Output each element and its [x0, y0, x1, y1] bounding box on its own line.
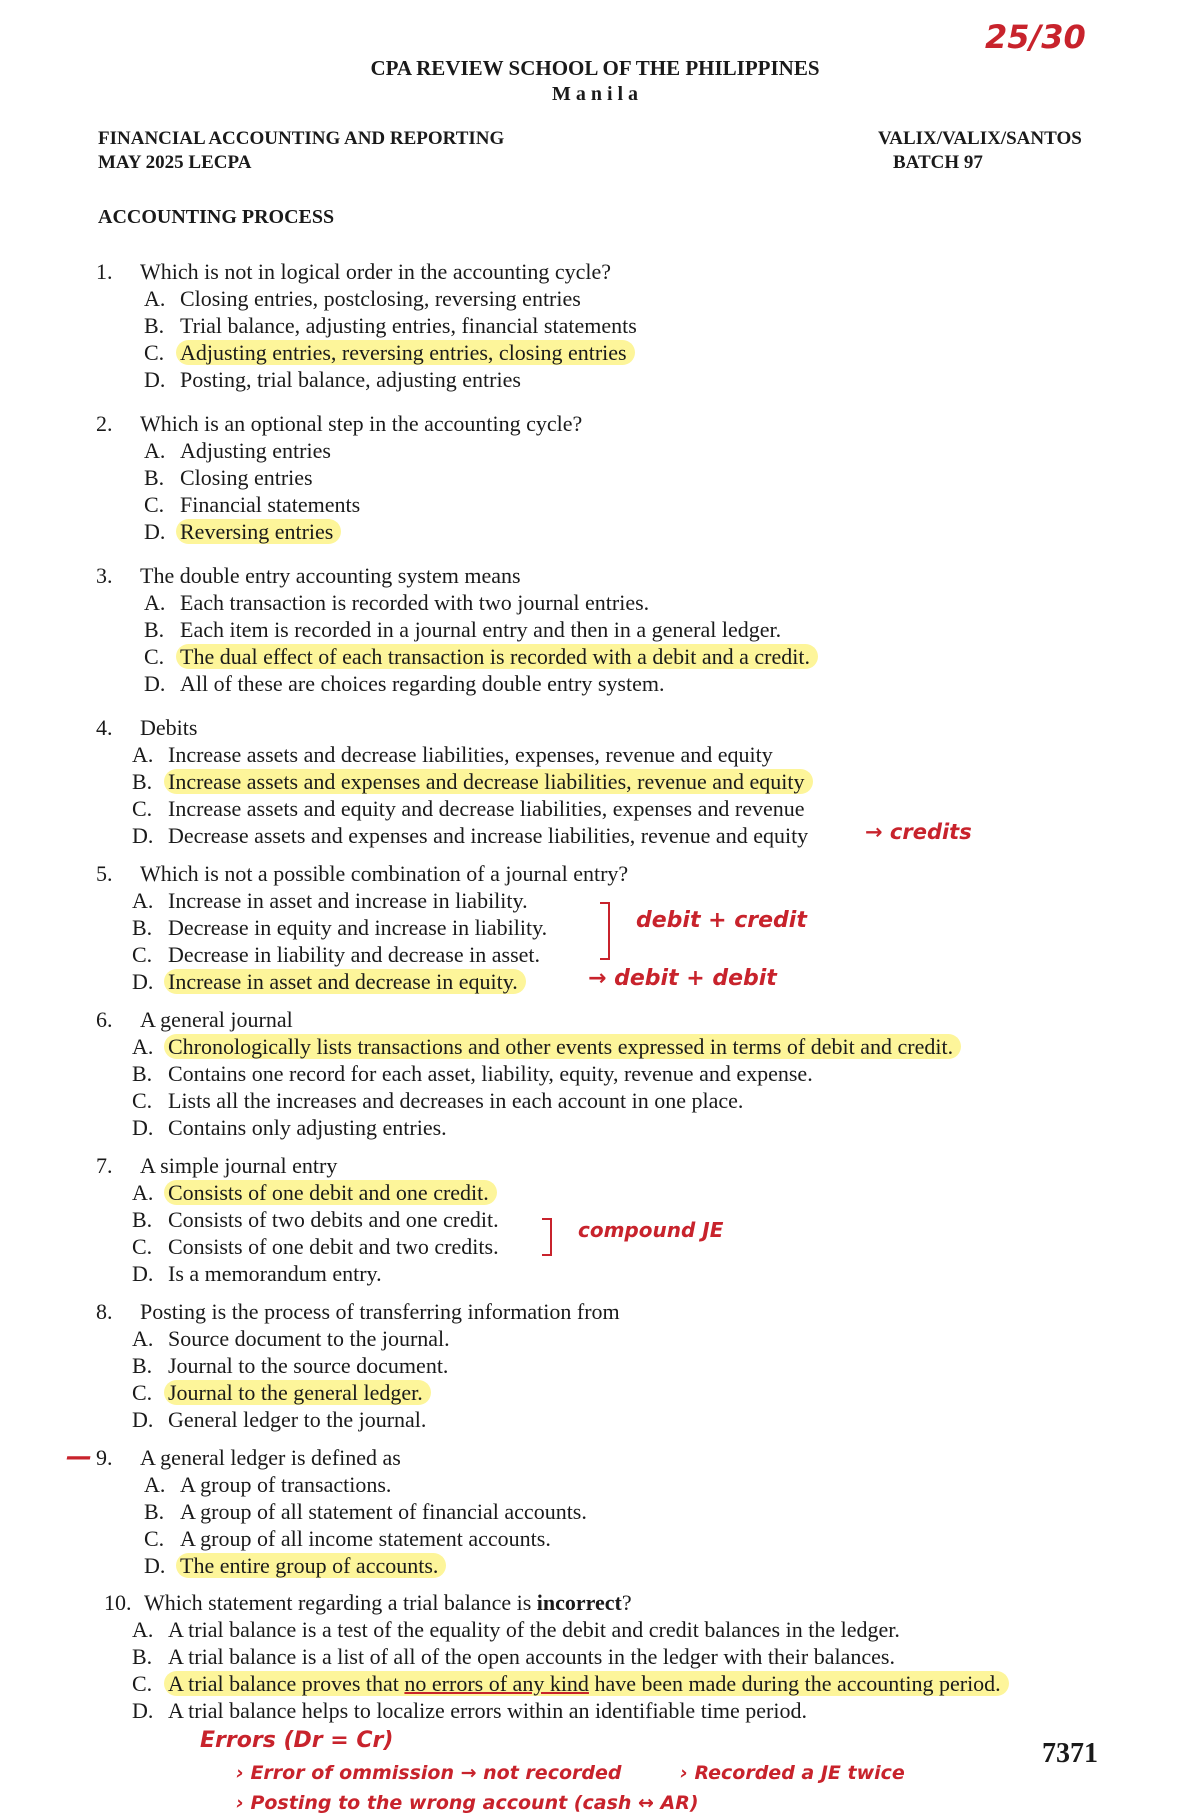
option-1c[interactable]: C. Adjusting entries, reversing entries, closing entries [96, 339, 637, 366]
topic-heading: ACCOUNTING PROCESS [98, 206, 335, 228]
highlighted-answer: Journal to the general ledger. [164, 1380, 431, 1405]
highlighted-answer: Reversing entries [176, 519, 341, 544]
highlighted-answer: Adjusting entries, reversing entries, closing entries [176, 340, 635, 365]
score-annotation: 25/30 [985, 18, 1086, 56]
bracket-mark [600, 902, 610, 960]
note-debit-credit: debit + credit [636, 908, 807, 933]
note-compound-je: compound JE [578, 1218, 724, 1242]
note-debit-debit: → debit + debit [588, 966, 777, 991]
wrong-mark: — [66, 1442, 92, 1472]
option-7c[interactable]: C. Consists of one debit and two credits. [132, 1234, 499, 1259]
option-6d[interactable]: D. Contains only adjusting entries. [132, 1115, 447, 1140]
question-7: 7. A simple journal entry A. Consists of one debit and one credit. B. Consists of two debits and one credit. C. Consists of one debit and two credits. D. Is a memorandum entry. [96, 1153, 499, 1286]
batch: BATCH 97 [893, 152, 983, 173]
option-8b[interactable]: B. Journal to the source document. [132, 1353, 449, 1378]
option-2c[interactable]: C. Financial statements [144, 492, 361, 517]
highlighted-answer: Chronologically lists transactions and other events expressed in terms of debit and credit. [164, 1034, 961, 1059]
question-4: 4. Debits A. Increase assets and decrease liabilities, expenses, revenue and equity B. Increase assets and expenses and decrease liabilities, revenue and equity C. Increase assets and equity and decrease liabilities, expenses and revenue D. Decrease assets and expenses and increase liabilities, revenue and equity [96, 714, 813, 849]
highlighted-answer: Increase assets and expenses and decrease liabilities, revenue and equity [164, 769, 813, 794]
exam-term: MAY 2025 LECPA [98, 152, 252, 173]
option-3c[interactable]: C. The dual effect of each transaction is recorded with a debit and a credit. [96, 643, 818, 670]
option-4b[interactable]: B. Increase assets and expenses and decrease liabilities, revenue and equity [96, 768, 813, 795]
question-2: 2. Which is an optional step in the accounting cycle? A. Adjusting entries B. Closing entries C. Financial statements D. Reversing entries [96, 411, 583, 544]
note-error-3: › Posting to the wrong account (cash ↔ AR) [236, 1792, 699, 1814]
school-city: M a n i l a [551, 83, 639, 105]
highlighted-answer: Increase in asset and decrease in equity. [164, 969, 526, 994]
note-error-1: › Error of ommission → not recorded [236, 1762, 622, 1784]
option-9d[interactable]: D. The entire group of accounts. [96, 1552, 587, 1579]
option-8a[interactable]: A. Source document to the journal. [132, 1326, 450, 1351]
option-6c[interactable]: C. Lists all the increases and decreases in each account in one place. [132, 1088, 744, 1113]
option-4c[interactable]: C. Increase assets and equity and decrease liabilities, expenses and revenue [132, 796, 805, 821]
option-5d[interactable]: D. Increase in asset and decrease in equity. [96, 968, 628, 995]
highlighted-answer: A trial balance proves that no errors of any kind have been made during the accounting period. [164, 1671, 1009, 1696]
question-3: 3. The double entry accounting system means A. Each transaction is recorded with two journal entries. B. Each item is recorded in a journal entry and then in a general ledger. C. The dual effect of each transaction is recorded with a debit and a credit. D. All of these are choices regarding double entry system. [96, 562, 818, 697]
question-8: 8. Posting is the process of transferring information from A. Source document to the journal. B. Journal to the source document. C. Journal to the general ledger. D. General ledger to the journal. [96, 1299, 620, 1432]
option-4a[interactable]: A. Increase assets and decrease liabilities, expenses, revenue and equity [132, 742, 773, 767]
option-10d[interactable]: D. A trial balance helps to localize errors within an identifiable time period. [132, 1698, 807, 1723]
option-1d[interactable]: D. Posting, trial balance, adjusting entries [144, 367, 521, 392]
option-2a[interactable]: A. Adjusting entries [144, 438, 331, 463]
option-4d[interactable]: D. Decrease assets and expenses and increase liabilities, revenue and equity [132, 823, 809, 848]
option-9b[interactable]: B. A group of all statement of financial accounts. [144, 1499, 587, 1524]
option-8c[interactable]: C. Journal to the general ledger. [96, 1379, 620, 1406]
note-error-2: › Recorded a JE twice [680, 1762, 905, 1784]
option-10c[interactable]: C. A trial balance proves that no errors of any kind have been made during the accounting period. [104, 1670, 1009, 1697]
highlighted-answer: The entire group of accounts. [176, 1553, 446, 1578]
highlighted-answer: The dual effect of each transaction is recorded with a debit and a credit. [176, 644, 818, 669]
subject-title: FINANCIAL ACCOUNTING AND REPORTING [98, 128, 505, 149]
option-1a[interactable]: A. Closing entries, postclosing, reversing entries [144, 286, 581, 311]
option-5c[interactable]: C. Decrease in liability and decrease in asset. [132, 942, 541, 967]
option-7a[interactable]: A. Consists of one debit and one credit. [96, 1179, 499, 1206]
option-7b[interactable]: B. Consists of two debits and one credit. [132, 1207, 499, 1232]
option-5b[interactable]: B. Decrease in equity and increase in liability. [132, 915, 548, 940]
note-credits: → credits [865, 820, 972, 844]
question-number: 1. [96, 259, 113, 284]
option-9c[interactable]: C. A group of all income statement accounts. [144, 1526, 551, 1551]
option-6b[interactable]: B. Contains one record for each asset, liability, equity, revenue and expense. [132, 1061, 813, 1086]
option-7d[interactable]: D. Is a memorandum entry. [132, 1261, 382, 1286]
option-3a[interactable]: A. Each transaction is recorded with two journal entries. [144, 590, 650, 615]
option-3b[interactable]: B. Each item is recorded in a journal entry and then in a general ledger. [144, 617, 782, 642]
option-6a[interactable]: A. Chronologically lists transactions and other events expressed in terms of debit and credit. [96, 1033, 961, 1060]
note-errors-title: Errors (Dr = Cr) [200, 1728, 394, 1753]
highlighted-answer: Consists of one debit and one credit. [164, 1180, 497, 1205]
option-9a[interactable]: A. A group of transactions. [144, 1472, 392, 1497]
option-8d[interactable]: D. General ledger to the journal. [132, 1407, 427, 1432]
question-5: 5. Which is not a possible combination of a journal entry? A. Increase in asset and increase in liability. B. Decrease in equity and increase in liability. C. Decrease in liability and decrease in asset. D. Increase in asset and decrease in equity. [96, 861, 629, 994]
option-2d[interactable]: D. Reversing entries [96, 518, 582, 545]
question-1 [96, 258, 637, 393]
option-2b[interactable]: B. Closing entries [144, 465, 313, 490]
page-code: 7371 [1042, 1738, 1098, 1769]
option-1b[interactable]: B. Trial balance, adjusting entries, financial statements [144, 313, 637, 338]
option-3d[interactable]: D. All of these are choices regarding double entry system. [144, 671, 665, 696]
question-6: 6. A general journal A. Chronologically lists transactions and other events expressed in terms of debit and credit. B. Contains one record for each asset, liability, equity, revenue and expense. C. Lists all the increases and decreases in each account in one place. D. Contains only adjusting entries. [96, 1006, 961, 1141]
bracket-mark [542, 1218, 552, 1256]
authors: VALIX/VALIX/SANTOS [878, 128, 1082, 149]
option-5a[interactable]: A. Increase in asset and increase in liability. [132, 888, 528, 913]
question-9: 9. A general ledger is defined as A. A group of transactions. B. A group of all statement of financial accounts. C. A group of all income statement accounts. D. The entire group of accounts. [96, 1445, 587, 1578]
option-10a[interactable]: A. A trial balance is a test of the equality of the debit and credit balances in the ledger. [132, 1617, 900, 1642]
question-10: 10. Which statement regarding a trial balance is incorrect? A. A trial balance is a test of the equality of the debit and credit balances in the ledger. B. A trial balance is a list of all of the open accounts in the ledger with their balances. C. A trial balance proves that no errors of any kind have been made during the accounting period. D. A trial balance helps to localize errors within an identifiable time period. [104, 1589, 1009, 1724]
question-stem: Which is not in logical order in the accounting cycle? [140, 259, 612, 284]
option-10b[interactable]: B. A trial balance is a list of all of the open accounts in the ledger with their balances. [132, 1644, 895, 1669]
school-name: CPA REVIEW SCHOOL OF THE PHILIPPINES [370, 56, 820, 80]
